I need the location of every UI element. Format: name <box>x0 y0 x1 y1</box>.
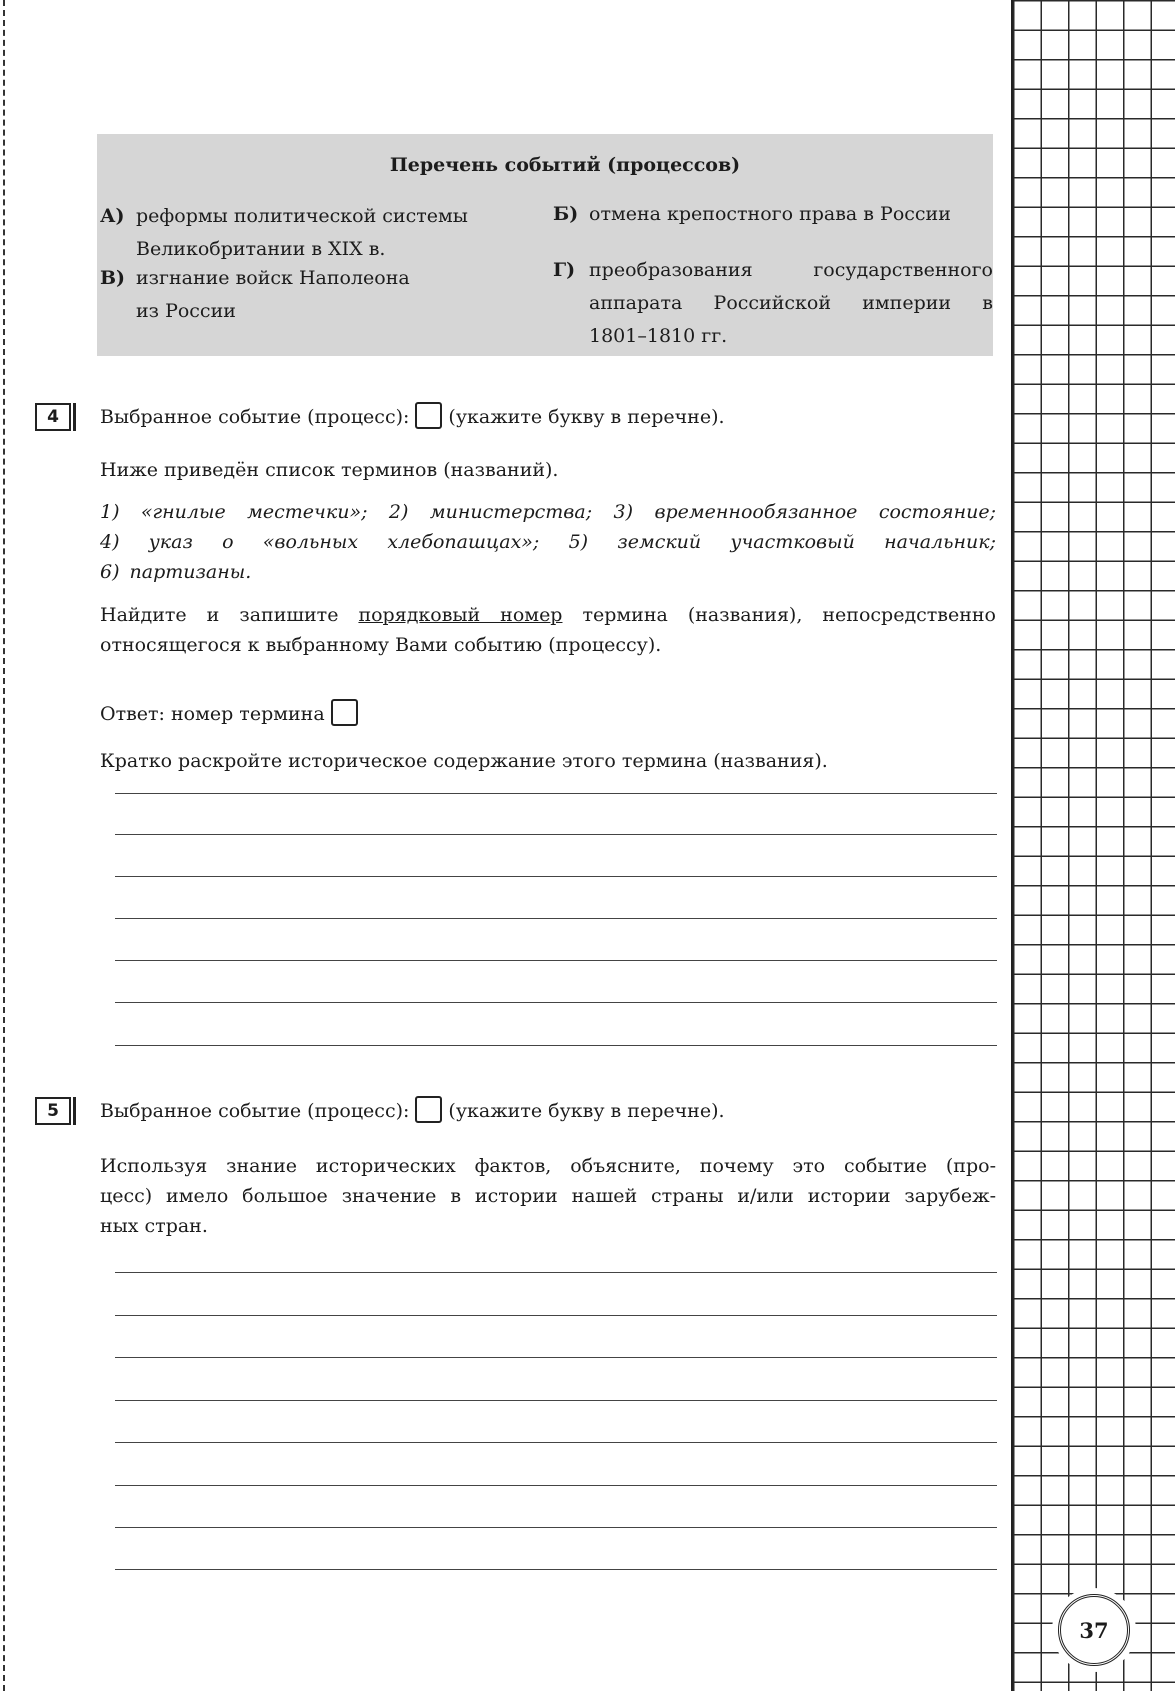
answer-line[interactable] <box>115 1400 997 1401</box>
event-item-b <box>553 198 993 231</box>
task-5-number: 5 <box>35 1097 71 1125</box>
event-text-line: 1801–1810 гг. <box>589 325 728 347</box>
event-text-line: изгнание войск Наполеона <box>136 267 410 289</box>
task-4-instruction: Найдите и запишите порядковый номер термина (названия), непосредственно относящегося к выбранному Вами событию (процессу). <box>100 600 996 660</box>
event-text-line: из России <box>136 300 236 322</box>
answer-line[interactable] <box>115 1357 997 1358</box>
terms-intro: Ниже приведён список терминов (названий). <box>100 459 559 481</box>
event-text-line: Великобритании в XIX в. <box>136 238 386 260</box>
answer-line[interactable] <box>115 1485 997 1486</box>
prompt-line: цесс) имело большое значение в истории нашей страны и/или истории зарубеж- <box>100 1185 996 1207</box>
event-letter: В) <box>100 267 126 289</box>
selected-event-hint: (укажите букву в перечне). <box>448 406 725 428</box>
selected-event-label: Выбранное событие (процесс): <box>100 406 410 428</box>
prompt-line: Используя знание исторических фактов, объясните, почему это событие (про- <box>100 1155 996 1177</box>
event-letter: А) <box>100 205 125 227</box>
event-letter: Б) <box>553 203 579 225</box>
event-item-v <box>100 262 530 328</box>
task-5-prompt <box>100 1151 996 1241</box>
selected-event-hint: (укажите букву в перечне). <box>448 1100 725 1122</box>
terms-line: 6) партизаны. <box>100 561 252 583</box>
instruction-line: относящегося к выбранному Вами событию (процессу). <box>100 634 662 656</box>
task-5-letter-box[interactable] <box>415 1096 442 1123</box>
answer-label: Ответ: номер термина <box>100 703 325 725</box>
page-number: 37 <box>1058 1594 1130 1666</box>
answer-line[interactable] <box>115 960 997 961</box>
underlined-phrase: порядковый номер <box>358 604 563 626</box>
task-4-explain-prompt: Кратко раскройте историческое содержание этого термина (названия). <box>100 750 828 772</box>
answer-line[interactable] <box>115 876 997 877</box>
term-number-box[interactable] <box>331 699 358 726</box>
answer-line[interactable] <box>115 834 997 835</box>
selected-event-label: Выбранное событие (процесс): <box>100 1100 410 1122</box>
answer-line[interactable] <box>115 793 997 794</box>
answer-line[interactable] <box>115 1315 997 1316</box>
terms-line: 4) указ о «вольных хлебопашцах»; 5) земский участковый начальник; <box>100 531 996 553</box>
answer-line[interactable] <box>115 918 997 919</box>
events-list-title: Перечень событий (процессов) <box>389 154 741 176</box>
answer-line[interactable] <box>115 1045 997 1046</box>
event-text-line: аппарата Российской империи в <box>589 292 993 314</box>
event-item-g <box>553 254 993 353</box>
task-4-number: 4 <box>35 403 71 431</box>
event-text-line: реформы политической системы <box>136 205 468 227</box>
task-4-selected-event <box>100 402 725 432</box>
terms-line: 1) «гнилые местечки»; 2) министерства; 3) временнообязанное состояние; <box>100 501 996 523</box>
task-4-answer <box>100 699 364 729</box>
answer-line[interactable] <box>115 1569 997 1570</box>
terms-list <box>100 497 996 587</box>
answer-line[interactable] <box>115 1442 997 1443</box>
event-item-a <box>100 200 530 266</box>
draft-grid <box>1011 0 1175 1691</box>
event-text-line: преобразования государственного <box>589 259 993 281</box>
task-5-selected-event <box>100 1096 725 1126</box>
cut-line <box>3 0 5 1691</box>
answer-line[interactable] <box>115 1527 997 1528</box>
answer-line[interactable] <box>115 1272 997 1273</box>
answer-line[interactable] <box>115 1002 997 1003</box>
task-4-letter-box[interactable] <box>415 402 442 429</box>
event-text-line: отмена крепостного права в России <box>589 203 951 225</box>
prompt-line: ных стран. <box>100 1215 208 1237</box>
event-letter: Г) <box>553 259 576 281</box>
